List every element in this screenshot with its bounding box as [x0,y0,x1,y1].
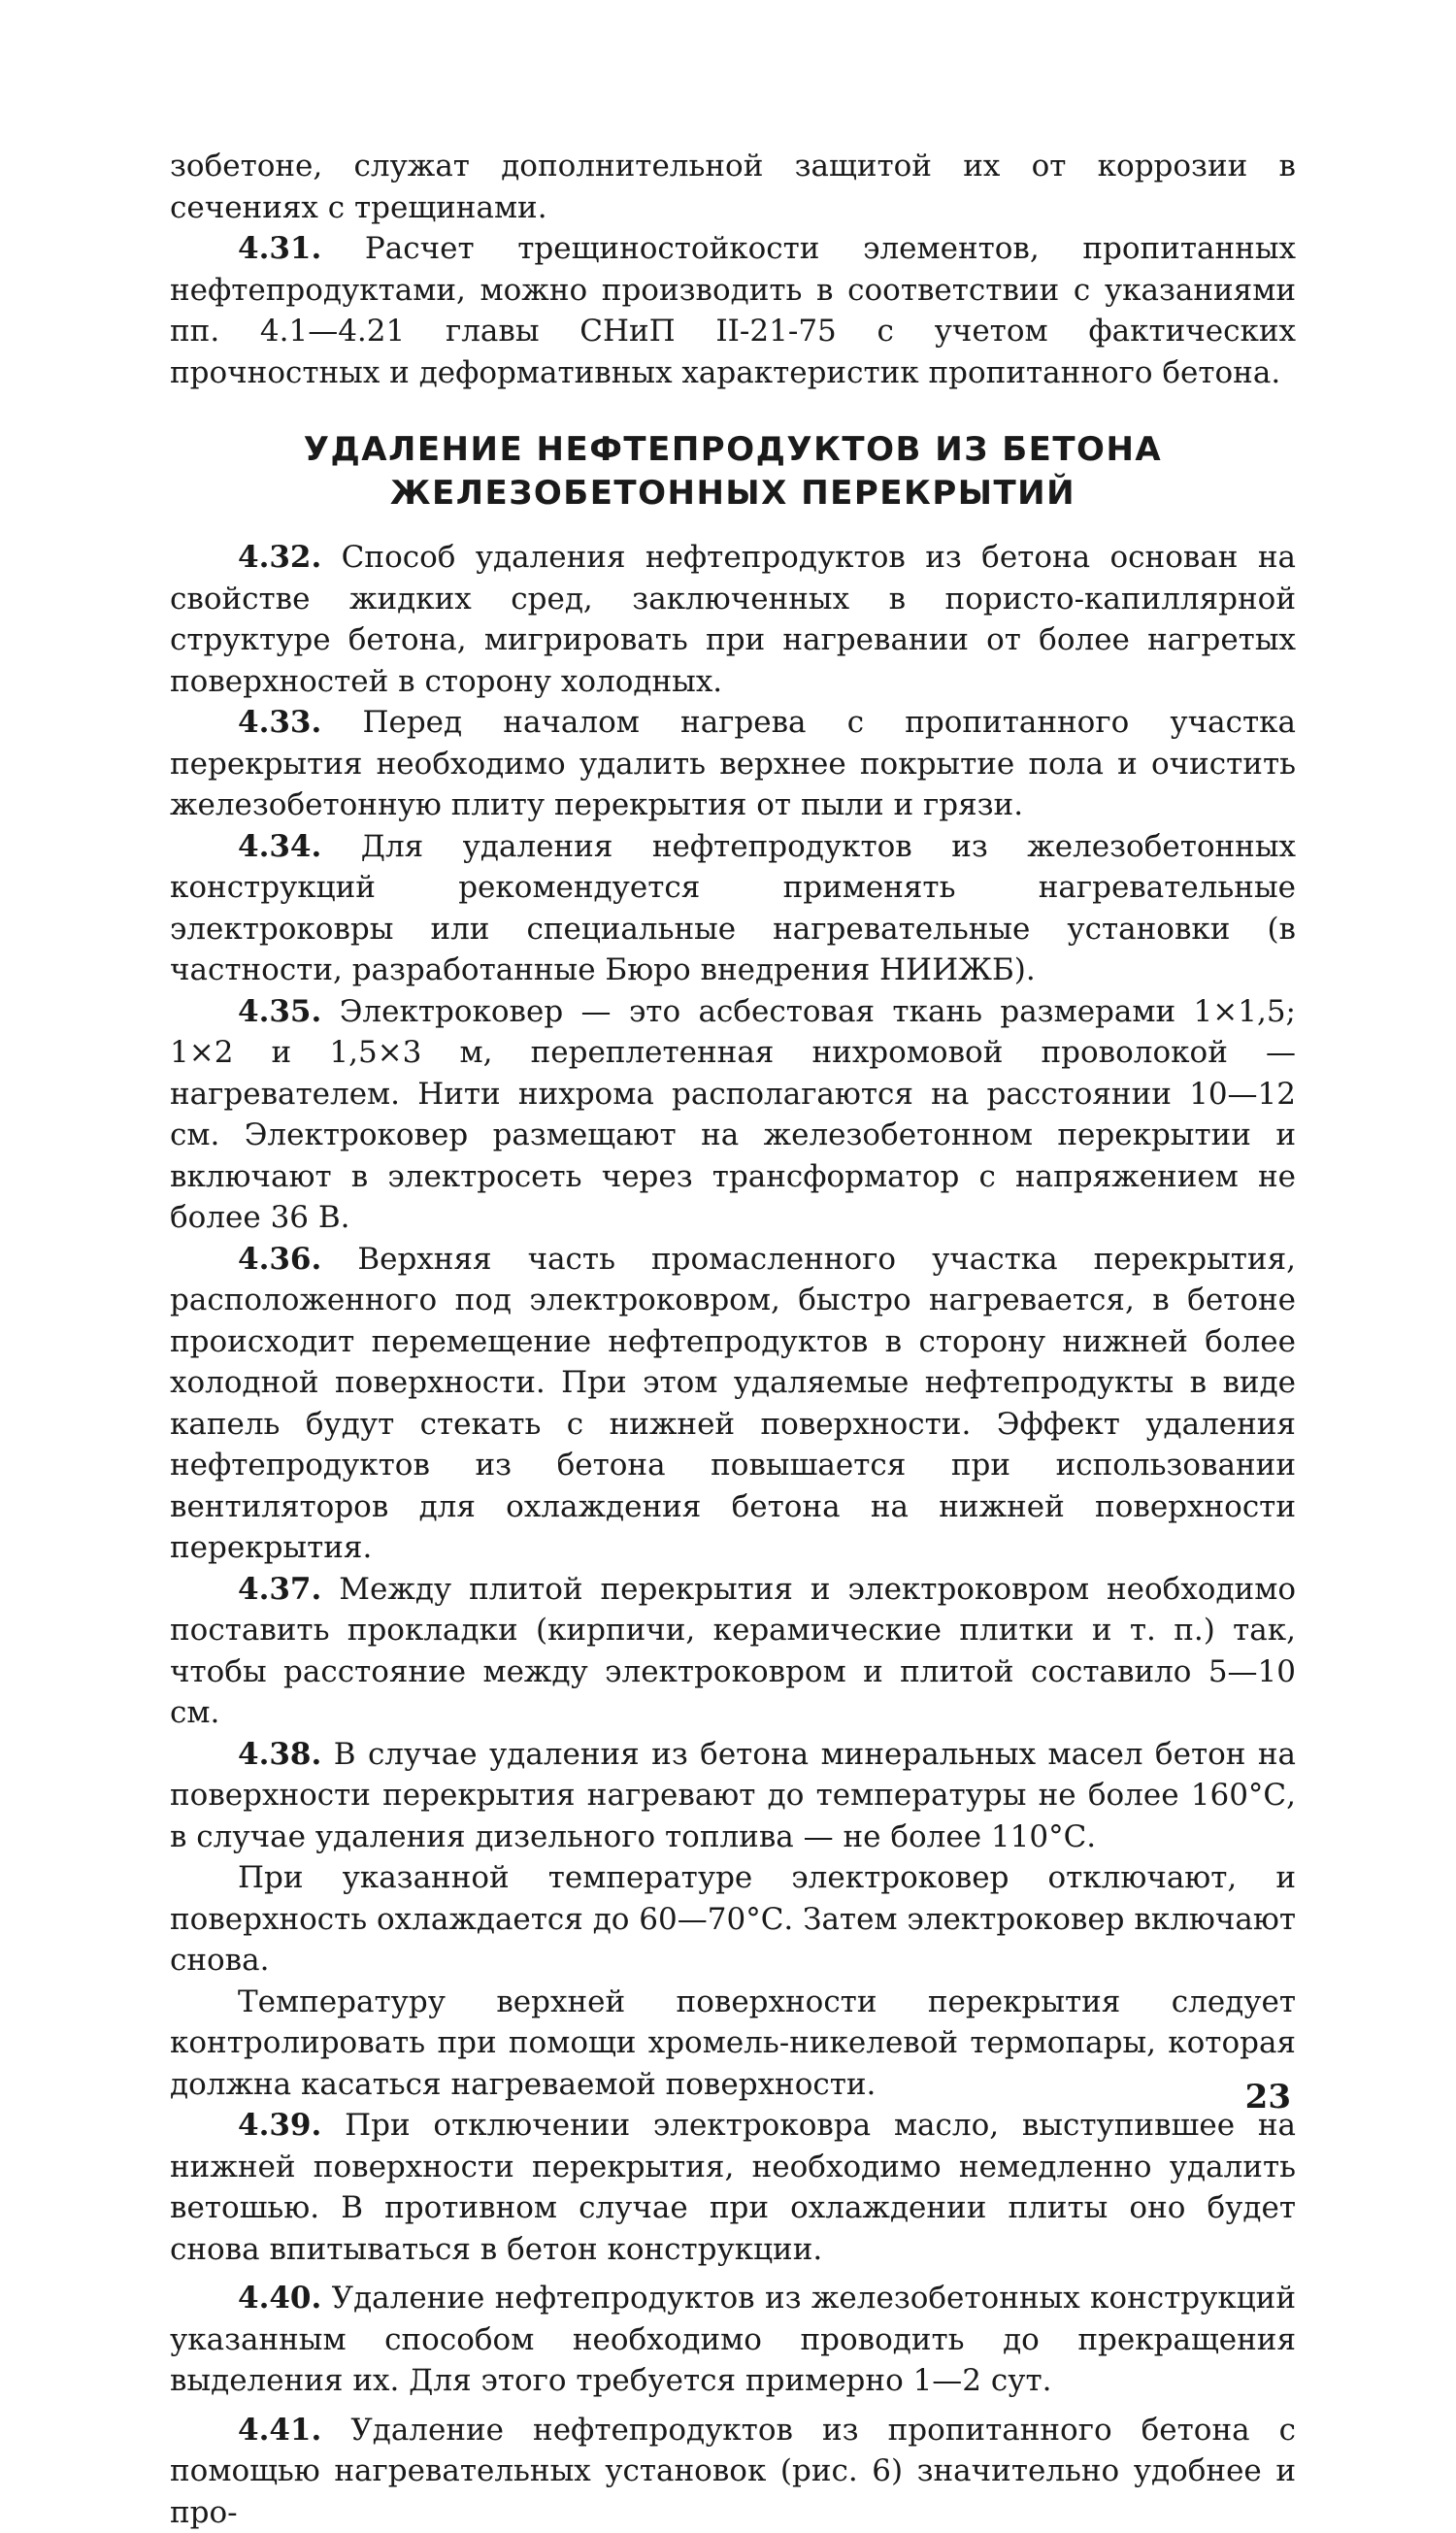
paragraph-text: В случае удаления из бетона минеральных масел бетон на поверхности перекрытия нагревают до температуры не более 160°С, в случае удаления дизельного топлива — не более 110°С. [170,1737,1296,1854]
paragraph-text: зобетоне, служат дополнительной защитой их от коррозии в сечениях с трещинами. [170,149,1296,225]
page-content [170,146,1296,2533]
paragraph-gap [170,2270,1296,2278]
section-heading-line-2: ЖЕЛЕЗОБЕТОННЫХ ПЕРЕКРЫТИЙ [170,472,1296,516]
paragraph-number: 4.40. [238,2281,321,2316]
paragraph-gap [170,2402,1296,2410]
paragraph-text: Температуру верхней поверхности перекрытия следует контролировать при помощи хромель-никелевой термопары, которая должна касаться нагреваемой поверхности. [170,1984,1296,2102]
paragraph-4-34 [170,826,1296,991]
paragraph-4-41 [170,2410,1296,2533]
paragraph-number: 4.34. [238,829,321,864]
paragraph-4-38 [170,1734,1296,1858]
paragraph-text: Расчет трещиностойкости элементов, пропитанных нефтепродуктами, можно производить в соответствии с указаниями пп. 4.1—4.21 главы СНиП II-21-75 с учетом фактических прочностных и деформативных характеристик пропитанного бетона. [170,231,1296,390]
paragraph-text: При указанной температуре электроковер отключают, и поверхность охлаждается до 60—70°С. Затем электроковер включают снова. [170,1860,1296,1978]
paragraph-4-39 [170,2105,1296,2270]
paragraph-number: 4.41. [238,2413,321,2448]
page-number: 23 [1245,2078,1291,2116]
paragraph-text: Электроковер — это асбестовая ткань размерами 1×1,5; 1×2 и 1,5×3 м, переплетенная нихромовой проволокой — нагревателем. Нити нихрома располагаются на расстоянии 10—12 см. Электроковер размещают на железобетонном перекрытии и включают в электросеть через трансформатор с напряжением не более 36 В. [170,994,1296,1236]
paragraph-4-31 [170,228,1296,393]
paragraph-text: Перед началом нагрева с пропитанного участка перекрытия необходимо удалить верхнее покрытие пола и очистить железобетонную плиту перекрытия от пыли и грязи. [170,705,1296,822]
paragraph-number: 4.36. [238,1242,321,1277]
paragraph-text: Удаление нефтепродуктов из железобетонных конструкций указанным способом необходимо проводить до прекращения выделения их. Для этого требуется примерно 1—2 сут. [170,2281,1296,2398]
paragraph-4-37 [170,1569,1296,1734]
paragraph-4-35 [170,991,1296,1239]
paragraph-number: 4.38. [238,1737,321,1772]
paragraph-text: При отключении электроковра масло, выступившее на нижней поверхности перекрытия, необходимо немедленно удалить ветошью. В противном случае при охлаждении плиты оно будет снова впитываться в бетон конструкции. [170,2108,1296,2267]
paragraph-text: Для удаления нефтепродуктов из железобетонных конструкций рекомендуется применять нагревательные электроковры или специальные нагревательные установки (в частности, разработанные Бюро внедрения НИИЖБ). [170,829,1296,988]
section-heading-line-1: УДАЛЕНИЕ НЕФТЕПРОДУКТОВ ИЗ БЕТОНА [170,428,1296,472]
paragraph-text: Способ удаления нефтепродуктов из бетона основан на свойстве жидких сред, заключенных в пористо-капиллярной структуре бетона, мигрировать при нагревании от более нагретых поверхностей в сторону холодных. [170,540,1296,699]
paragraph-number: 4.35. [238,994,321,1029]
section-heading [170,428,1296,516]
paragraph-text: Верхняя часть промасленного участка перекрытия, расположенного под электроковром, быстро нагревается, в бетоне происходит перемещение нефтепродуктов в сторону нижней более холодной поверхности. При этом удаляемые нефтепродукты в виде капель будут стекать с нижней поверхности. Эффект удаления нефтепродуктов из бетона повышается при использовании вентиляторов для охлаждения бетона на нижней поверхности перекрытия. [170,1242,1296,1566]
paragraph-4-38-cont-2 [170,1982,1296,2106]
paragraph-number: 4.37. [238,1572,321,1607]
paragraph-4-32 [170,537,1296,702]
paragraph-4-38-cont-1 [170,1857,1296,1982]
paragraph-4-36 [170,1239,1296,1569]
paragraph-4-40 [170,2278,1296,2402]
paragraph-text: Удаление нефтепродуктов из пропитанного бетона с помощью нагревательных установок (рис. 6) значительно удобнее и про- [170,2413,1296,2530]
paragraph-number: 4.39. [238,2108,321,2143]
paragraph-4-33 [170,702,1296,826]
paragraph-continuation [170,146,1296,228]
paragraph-text: Между плитой перекрытия и электроковром необходимо поставить прокладки (кирпичи, керамические плитки и т. п.) так, чтобы расстояние между электроковром и плитой составило 5—10 см. [170,1572,1296,1731]
paragraph-number: 4.32. [238,540,321,575]
paragraph-number: 4.33. [238,705,321,740]
paragraph-number: 4.31. [238,231,321,266]
